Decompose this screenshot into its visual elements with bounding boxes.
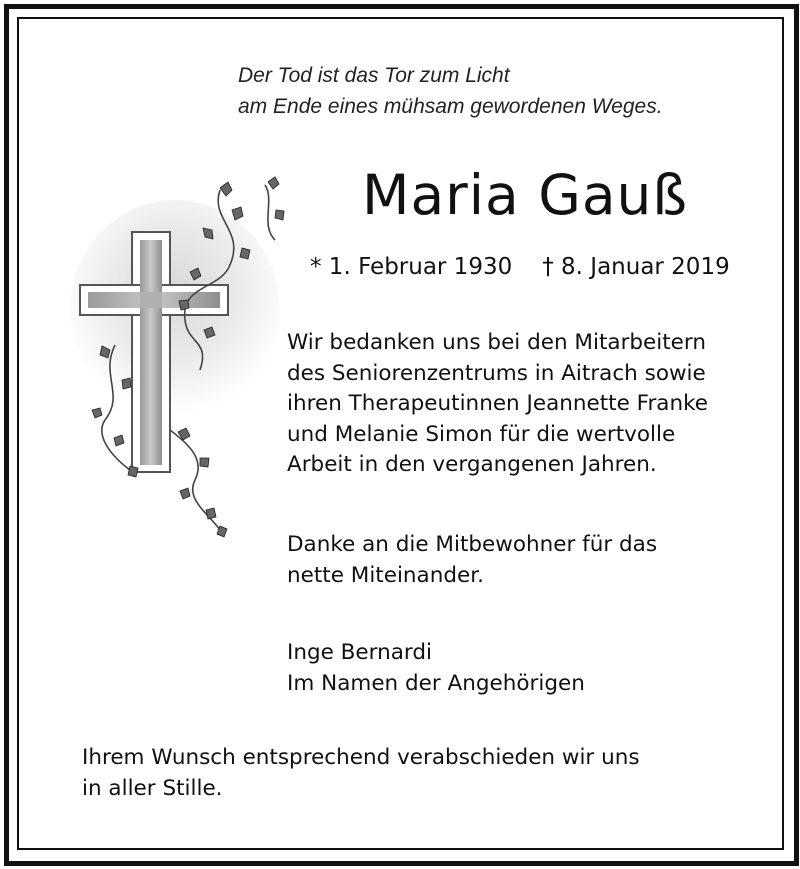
text-line: nette Miteinander. (287, 562, 484, 588)
text-line: des Seniorenzentrums in Aitrach sowie (287, 360, 706, 386)
text-line: Ihrem Wunsch entsprechend verabschieden wir uns (82, 745, 640, 770)
cross-with-ivy-icon (70, 170, 300, 540)
birth-date: * 1. Februar 1930 (310, 254, 513, 280)
signature (287, 638, 585, 699)
text-line: und Melanie Simon für die wertvolle (287, 421, 676, 447)
signer-name: Inge Bernardi (287, 640, 432, 665)
death-date: † 8. Januar 2019 (542, 254, 730, 280)
text-line: in aller Stille. (82, 775, 223, 801)
text-line: ihren Therapeutinnen Jeannette Franke (287, 391, 709, 416)
signer-role: Im Namen der Angehörigen (287, 670, 585, 696)
motto-line: am Ende eines mühsam gewordenen Weges. (238, 95, 663, 118)
motto (238, 60, 758, 122)
motto-line: Der Tod ist das Tor zum Licht (238, 64, 510, 87)
text-line: Wir bedanken uns bei den Mitarbeitern (287, 330, 706, 355)
text-line: Danke an die Mitbewohner für das (287, 532, 658, 557)
footer-note (82, 743, 640, 804)
deceased-name: Maria Gauß (362, 163, 689, 227)
residents-paragraph (287, 530, 657, 591)
thanks-paragraph (287, 328, 708, 481)
text-line: Arbeit in den vergangenen Jahren. (287, 452, 657, 477)
life-dates (310, 250, 730, 284)
